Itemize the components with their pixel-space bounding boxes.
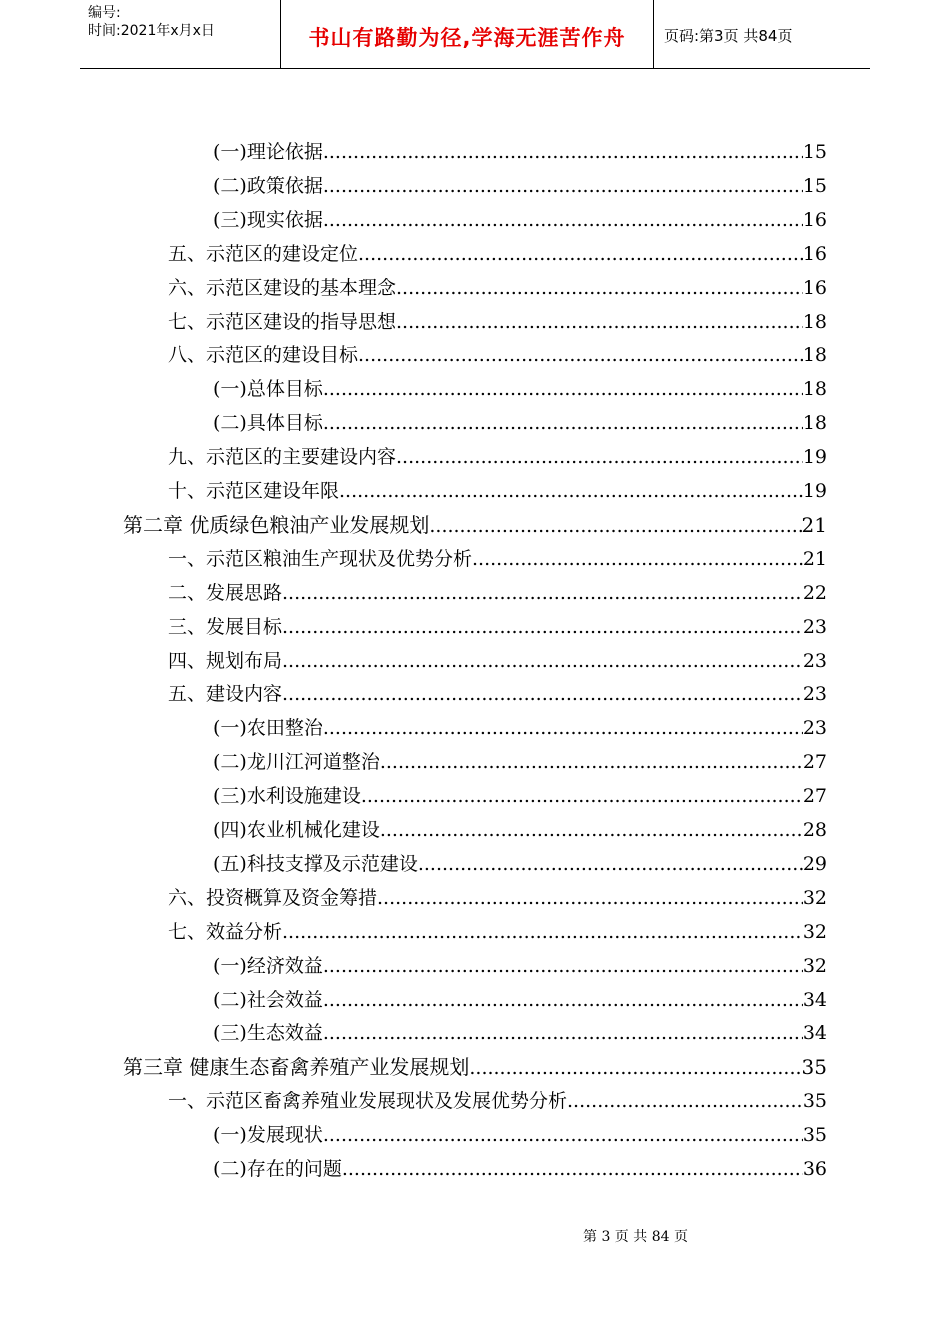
toc-entry-title: 第二章 优质绿色粮油产业发展规划 [123,512,430,537]
toc-leader-dots [323,1119,803,1151]
toc-entry-page-number: 21 [801,512,827,537]
toc-entry-title: 六、投资概算及资金筹措 [168,886,378,909]
toc-leader-dots [323,984,803,1016]
toc-entry-page-number: 23 [802,717,827,740]
toc-leader-dots [567,1085,803,1117]
toc-leader-dots [282,678,803,710]
toc-leader-dots [342,1153,803,1185]
toc-entry-page-number: 28 [802,819,827,841]
toc-entry[interactable] [213,984,827,1016]
toc-entry[interactable] [168,543,827,575]
toc-entry-page-number: 32 [802,954,827,977]
toc-entry[interactable] [168,1085,827,1117]
motto-text: 书山有路勤为径,学海无涯苦作舟 [308,26,626,50]
toc-entry-page-number: 18 [802,310,827,333]
toc-entry-page-number: 15 [802,174,827,197]
toc-entry-title: (一)总体目标 [213,378,323,401]
toc-entry-title: (二)社会效益 [213,988,323,1011]
toc-entry-title: (三)水利设施建设 [213,785,361,808]
toc-entry[interactable] [168,339,827,371]
toc-leader-dots [323,170,803,202]
toc-leader-dots [418,848,803,880]
toc-entry-page-number: 29 [802,852,827,875]
toc-entry[interactable] [213,136,827,168]
toc-entry[interactable] [213,204,827,236]
toc-entry[interactable] [168,272,827,304]
toc-entry-page-number: 34 [802,988,827,1011]
toc-entry-page-number: 16 [802,276,827,299]
page-header [80,0,870,69]
toc-entry[interactable] [213,814,827,846]
toc-leader-dots [469,1052,801,1084]
toc-entry-page-number: 27 [802,751,827,774]
toc-entry-page-number: 22 [802,581,827,604]
toc-entry-page-number: 21 [802,547,827,570]
toc-entry-title: (一)经济效益 [213,954,323,977]
header-meta [80,0,281,68]
toc-entry-page-number: 32 [802,886,827,909]
toc-entry[interactable] [168,916,827,948]
toc-entry-page-number: 35 [802,1124,827,1147]
toc-leader-dots [396,441,803,473]
toc-leader-dots [323,1017,803,1049]
toc-leader-dots [282,916,803,948]
toc-leader-dots [282,577,803,609]
toc-entry[interactable] [168,441,827,473]
toc-entry-page-number: 27 [802,785,827,808]
toc-leader-dots [472,543,803,575]
toc-entry-page-number: 35 [802,1090,827,1113]
toc-leader-dots [396,306,803,338]
toc-leader-dots [282,645,803,677]
toc-entry[interactable] [213,950,827,982]
toc-entry[interactable] [168,882,827,914]
toc-leader-dots [396,272,803,304]
toc-entry-page-number: 35 [801,1055,827,1080]
toc-entry-title: 五、示范区的建设定位 [168,242,359,265]
toc-entry-title: 九、示范区的主要建设内容 [168,446,397,469]
toc-leader-dots [377,882,803,914]
document-time-label: 时间:2021年x月x日 [88,23,215,39]
header-motto [281,0,654,68]
toc-entry-page-number: 18 [802,344,827,367]
toc-entry-title: (二)政策依据 [213,174,323,197]
footer-page-number: 第 3 页 共 84 页 [583,1229,688,1245]
toc-entry-page-number: 32 [802,920,827,943]
toc-entry-title: (二)龙川江河道整治 [213,751,380,774]
toc-entry-page-number: 19 [802,446,827,469]
toc-entry-title: (三)生态效益 [213,1022,323,1045]
toc-entry[interactable] [213,746,827,778]
page-info-text: 页码:第3页 共84页 [664,27,793,45]
toc-entry-title: 二、发展思路 [168,581,283,604]
toc-entry-title: 三、发展目标 [168,615,283,638]
toc-entry-title: (二)存在的问题 [213,1158,342,1180]
toc-entry[interactable] [213,780,827,812]
toc-leader-dots [323,373,803,405]
toc-entry-title: (二)具体目标 [213,412,323,435]
toc-chapter-entry[interactable] [123,1051,827,1083]
toc-entry[interactable] [213,373,827,405]
toc-entry[interactable] [213,1017,827,1049]
document-number-label: 编号: [88,5,121,21]
toc-leader-dots [380,746,803,778]
toc-entry[interactable] [213,712,827,744]
toc-entry-page-number: 36 [802,1158,827,1180]
toc-leader-dots [358,339,803,371]
toc-leader-dots [429,510,801,542]
toc-entry-page-number: 23 [802,615,827,638]
toc-entry[interactable] [213,1153,827,1185]
toc-entry-title: 六、示范区建设的基本理念 [168,276,397,299]
toc-entry[interactable] [168,611,827,643]
toc-entry-title: (一)农田整治 [213,717,323,740]
toc-entry-title: (一)发展现状 [213,1124,323,1147]
toc-entry-page-number: 23 [802,649,827,672]
toc-entry-page-number: 18 [802,412,827,435]
toc-leader-dots [323,950,803,982]
toc-entry-title: 第三章 健康生态畜禽养殖产业发展规划 [123,1055,470,1080]
toc-entry-page-number: 18 [802,378,827,401]
toc-entry[interactable] [168,306,827,338]
toc-leader-dots [323,136,803,168]
toc-entry[interactable] [213,1119,827,1151]
toc-entry-page-number: 16 [802,208,827,231]
toc-entry[interactable] [168,238,827,270]
toc-entry-page-number: 16 [802,242,827,265]
toc-leader-dots [361,780,803,812]
toc-entry-title: 七、效益分析 [168,920,283,943]
toc-leader-dots [323,204,803,236]
toc-leader-dots [323,407,803,439]
toc-leader-dots [380,814,803,846]
toc-entry-title: (五)科技支撑及示范建设 [213,852,418,875]
toc-leader-dots [339,475,803,507]
toc-entry[interactable] [168,678,827,710]
header-page-info [654,0,870,68]
toc-chapter-entry[interactable] [123,509,827,541]
toc-entry-title: (四)农业机械化建设 [213,819,380,841]
toc-entry[interactable] [213,848,827,880]
toc-entry-title: 一、示范区粮油生产现状及优势分析 [168,547,473,570]
toc-entry[interactable] [168,475,827,507]
toc-entry-page-number: 19 [802,480,827,502]
toc-entry-title: (三)现实依据 [213,208,323,231]
toc-entry-title: 五、建设内容 [168,683,283,706]
toc-entry-title: (一)理论依据 [213,141,323,163]
toc-leader-dots [358,238,803,270]
toc-entry-page-number: 34 [802,1022,827,1045]
toc-entry[interactable] [213,407,827,439]
toc-entry-title: 十、示范区建设年限 [168,480,340,502]
toc-entry[interactable] [168,645,827,677]
toc-leader-dots [282,611,803,643]
toc-entry-title: 七、示范区建设的指导思想 [168,310,397,333]
toc-entry-page-number: 15 [802,141,827,163]
toc-entry[interactable] [213,170,827,202]
toc-entry-title: 八、示范区的建设目标 [168,344,359,367]
toc-leader-dots [323,712,803,744]
toc-entry-page-number: 23 [802,683,827,706]
toc-entry-title: 四、规划布局 [168,649,283,672]
toc-entry-title: 一、示范区畜禽养殖业发展现状及发展优势分析 [168,1090,568,1113]
toc-entry[interactable] [168,577,827,609]
